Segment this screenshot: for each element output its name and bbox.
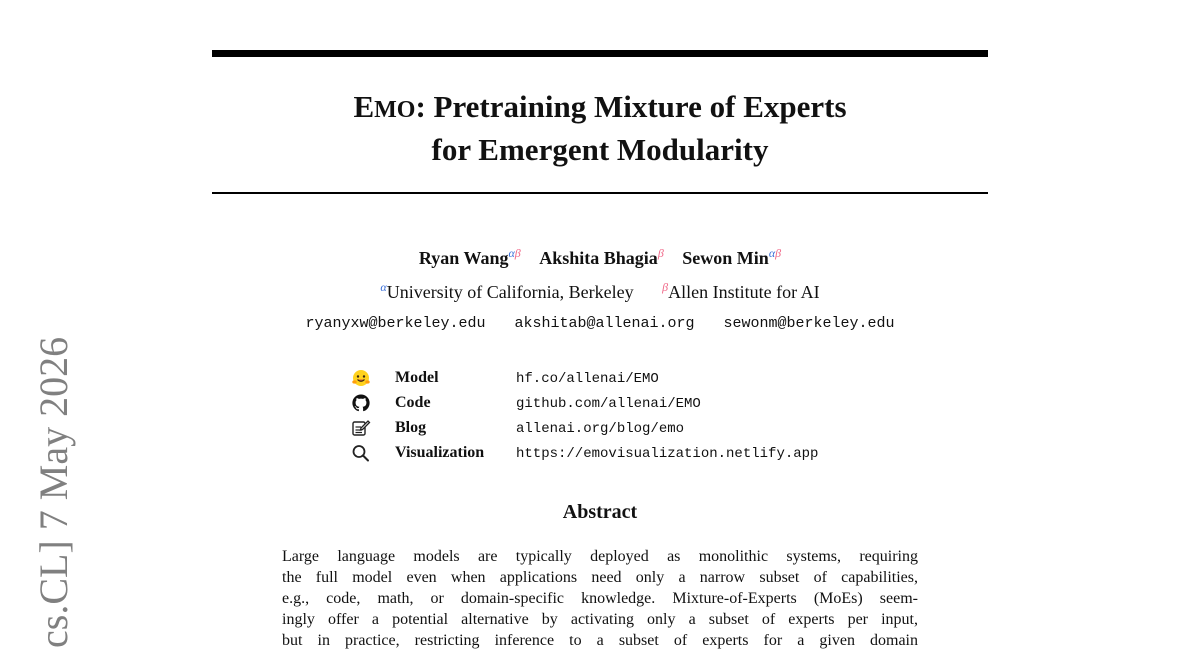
email-sewon[interactable]: sewonm@berkeley.edu	[723, 315, 895, 332]
resource-url-code[interactable]: github.com/allenai/EMO	[516, 396, 701, 412]
abstract-line: but in practice, restricting inference to a subset of experts for a given domain	[282, 632, 918, 649]
title-bottom-rule	[212, 192, 988, 194]
author-name: Ryan Wang	[418, 248, 509, 268]
resource-row-blog	[350, 416, 910, 441]
affiliation-berkeley	[380, 282, 633, 302]
github-icon	[350, 393, 372, 413]
abstract-line: e.g., code, math, or domain-specific knowledge. Mixture-of-Experts (MoEs) seem-	[282, 590, 918, 607]
arxiv-identifier-stamp: cs.CL] 7 May 2026	[31, 336, 76, 648]
abstract-line: the full model even when applications need only a narrow subset of capabilities,	[282, 569, 918, 586]
title-top-rule	[212, 50, 988, 57]
affiliation-mark-beta: β	[775, 246, 782, 260]
abstract-heading: Abstract	[562, 501, 638, 523]
resource-links	[350, 366, 910, 466]
affiliation-mark-beta: β	[514, 246, 521, 260]
affiliation-mark-alpha: α	[508, 246, 515, 260]
affiliation-ai2	[662, 282, 819, 302]
author-ryan-wang	[419, 248, 521, 268]
resource-url-blog[interactable]: allenai.org/blog/emo	[516, 421, 685, 437]
magnifier-icon	[350, 443, 372, 463]
email-ryan[interactable]: ryanyxw@berkeley.edu	[305, 315, 486, 332]
author-akshita-bhagia	[539, 248, 664, 268]
affiliation-list	[212, 280, 988, 304]
author-sewon-min	[682, 248, 781, 268]
affiliation-mark-beta: β	[662, 280, 669, 294]
affiliation-mark-beta: β	[657, 246, 664, 260]
abstract-line: ingly offer a potential alternative by activating only a subset of experts per input,	[282, 611, 918, 628]
resource-url-model[interactable]: hf.co/allenai/EMO	[516, 371, 659, 387]
hugging-face-icon	[350, 368, 372, 388]
author-name: Sewon Min	[682, 248, 769, 268]
resource-row-model	[350, 366, 910, 391]
title-line-2: for Emergent Modularity	[431, 132, 769, 167]
affiliation-name: Allen Institute for AI	[668, 282, 820, 302]
author-list	[212, 246, 988, 270]
email-list	[212, 313, 988, 335]
affiliation-mark-alpha: α	[380, 280, 387, 294]
affiliation-mark-alpha: α	[768, 246, 776, 260]
title-smallcaps-rest: MO	[374, 97, 416, 123]
email-akshita[interactable]: akshitab@allenai.org	[514, 315, 695, 332]
abstract-line: Large language models are typically deployed as monolithic systems, requiring	[282, 548, 918, 565]
resource-label-model: Model	[395, 369, 439, 386]
resource-label-code: Code	[395, 394, 431, 411]
abstract-body	[282, 546, 918, 651]
resource-url-visualization[interactable]: https://emovisualization.netlify.app	[516, 446, 819, 462]
title-smallcaps-initial: E	[353, 89, 375, 124]
paper-title	[212, 87, 988, 170]
blog-pen-icon	[350, 418, 372, 438]
resource-label-visualization: Visualization	[395, 444, 485, 461]
title-line-1: : Pretraining Mixture of Experts	[415, 89, 847, 124]
author-name: Akshita Bhagia	[539, 248, 658, 268]
resource-row-code	[350, 391, 910, 416]
resource-label-blog: Blog	[395, 419, 427, 436]
resource-row-visualization	[350, 441, 910, 466]
affiliation-name: University of California, Berkeley	[386, 282, 634, 302]
